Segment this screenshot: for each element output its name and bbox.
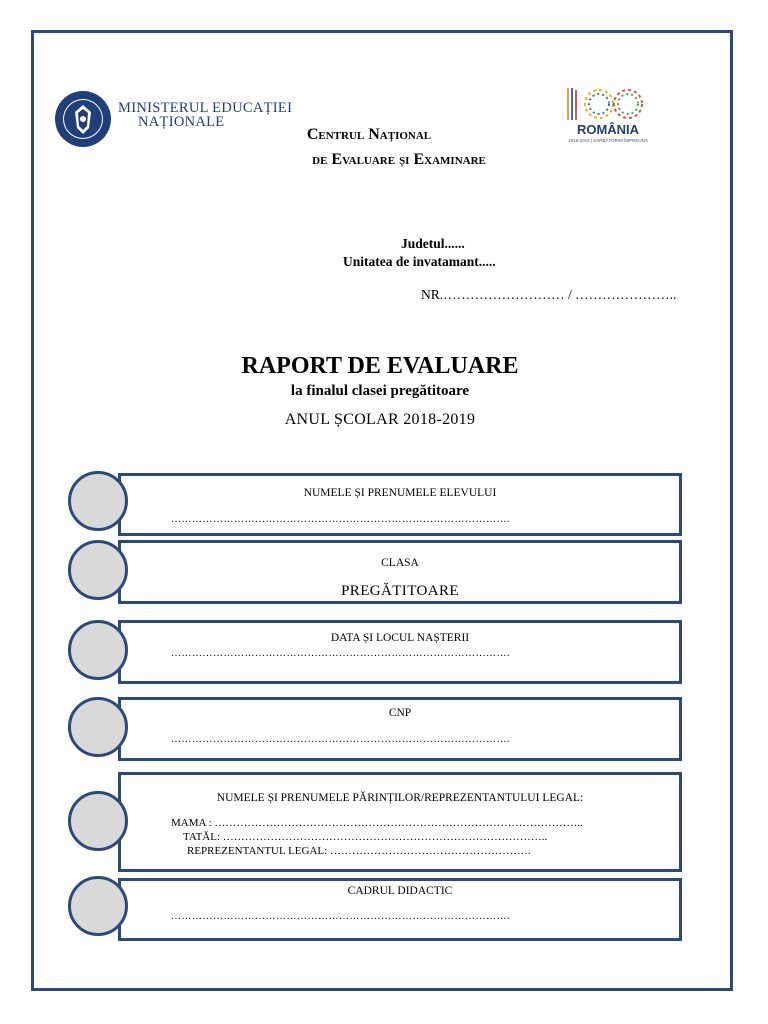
school-year: ANUL ȘCOLAR 2018-2019 [284,411,476,428]
centru-line1: Centrul Național [306,126,432,143]
teacher-box [118,878,682,941]
student-name-box [118,473,682,536]
cnp-box [118,697,682,761]
ministry-line2: NAȚIONALE [138,114,225,130]
student-name-label: NUMELE ȘI PRENUMELE ELEVULUI [303,487,497,499]
legal-representative-field[interactable]: REPREZENTANTUL LEGAL: ………………………………………………. [187,845,531,857]
mama-field[interactable]: MAMA : ……………………………………………………………………………………….. [171,817,583,829]
bullet-circle [68,540,128,600]
parents-box [118,772,682,872]
unitate-field: Unitatea de invatamant..... [343,254,496,269]
bullet-circle [68,471,128,531]
tata-field[interactable]: TATĂL: …………………………………………………………………………….. [183,831,548,843]
romania-logo-text: ROMÂNIA [576,122,640,137]
teacher-dots[interactable]: ……………………………………………………………………………………. [171,911,510,922]
class-label: CLASA [381,557,419,569]
cnp-dots[interactable]: ……………………………………………………………………………………. [171,734,510,745]
teacher-label: CADRUL DIDACTIC [347,885,453,897]
ministry-logo-text [118,101,292,129]
class-box [118,540,682,604]
judet-field: Judetul...... [401,236,465,251]
cnp-label: CNP [388,707,412,719]
bullet-circle [68,620,128,680]
birth-label: DATA ȘI LOCUL NAȘTERII [330,632,470,644]
birth-box [118,620,682,684]
bullet-circle [68,697,128,757]
romania-logo-caption: 1918-2018 | SĂRBĂTORIM ÎMPREUNĂ [568,138,648,143]
bullet-circle [68,791,128,851]
parents-label: NUMELE ȘI PRENUMELE PĂRINȚILOR/REPREZENTANTULUI LEGAL: [216,792,584,804]
ministry-line1: MINISTERUL EDUCAȚIEI [118,100,293,116]
registration-number: NR.……………………… / ………………….. [421,287,677,302]
student-name-dots[interactable]: ……………………………………………………………………………………. [171,514,510,525]
class-value: PREGĂTITOARE [341,583,459,599]
birth-dots[interactable]: ……………………………………………………………………………………. [171,648,510,659]
report-title: RAPORT DE EVALUARE [241,353,519,379]
report-subtitle: la finalul clasei pregătitoare [290,383,470,399]
centru-line2: de Evaluare și Examinare [312,151,486,168]
bullet-circle [68,876,128,936]
